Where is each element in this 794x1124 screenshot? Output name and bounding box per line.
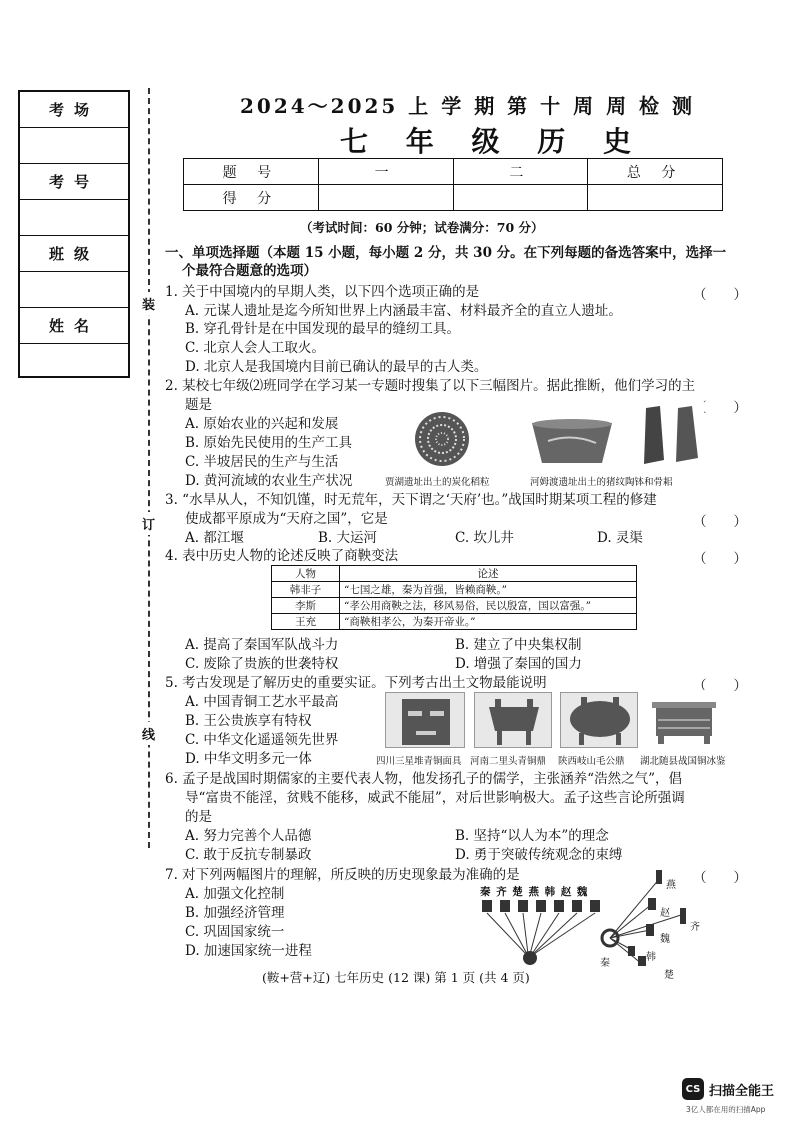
q6-stem-line2: 导“富贵不能淫，贫贱不能移，威武不能屈”，对后世影响极大。孟子这些言论所强调 bbox=[185, 790, 685, 806]
q2-answer-bracket: （ ） bbox=[693, 400, 747, 416]
q7-option-c: C. 巩固国家统一 bbox=[185, 924, 285, 940]
page-footer: (鞍+营+辽) 七年历史 (12 课) 第 1 页 (共 4 页) bbox=[262, 970, 530, 985]
table-row bbox=[272, 614, 637, 630]
q3-stem-line1: 3. “水旱从人，不知饥馑，时无荒年，天下谓之‘天府’也。”战国时期某项工程的修建 bbox=[165, 492, 657, 508]
q2-option-c: C. 半坡居民的生产与生活 bbox=[185, 454, 339, 470]
q7-option-d: D. 加速国家统一进程 bbox=[185, 943, 312, 959]
info-blank-name bbox=[20, 344, 128, 380]
score-table bbox=[183, 158, 723, 211]
score-cell bbox=[588, 185, 723, 211]
q5-answer-bracket: （ ） bbox=[693, 678, 747, 694]
table-header-person: 人物 bbox=[272, 566, 340, 582]
q2-option-d: D. 黄河流域的农业生产状况 bbox=[185, 473, 353, 489]
q2-option-b: B. 原始先民使用的生产工具 bbox=[185, 435, 353, 451]
table-cell-comment: “七国之雄，秦为首强，皆赖商鞅。” bbox=[340, 582, 637, 598]
table-row bbox=[272, 582, 637, 598]
q3-stem-line2: 使成都平原成为“天府之国”，它是 bbox=[185, 511, 388, 527]
q7-answer-bracket: （ ） bbox=[693, 870, 747, 886]
carbonized-rice-image bbox=[408, 410, 476, 468]
scanner-app-name: 扫描全能王 bbox=[709, 1083, 775, 1099]
info-label-exam-room: 考场 bbox=[20, 92, 128, 128]
q5-caption-maogong: 陕西岐山毛公鼎 bbox=[558, 756, 625, 767]
info-blank-class bbox=[20, 272, 128, 308]
subject-title: 七 年 级 历 史 bbox=[340, 125, 645, 158]
section-heading-line1: 一、单项选择题（本题 15 小题，每小题 2 分，共 30 分。在下列每题的备选答案中，选择一 bbox=[165, 245, 727, 261]
q5-option-a: A. 中国青铜工艺水平最高 bbox=[185, 694, 339, 710]
shang-yang-table-header bbox=[272, 566, 637, 582]
student-info-box bbox=[18, 90, 130, 378]
q7-fig1-states: 秦 齐 楚 燕 韩 赵 魏 bbox=[480, 886, 589, 898]
bronze-mask-image bbox=[385, 692, 465, 748]
q3-option-d: D. 灵渠 bbox=[597, 530, 643, 546]
q6-option-d: D. 勇于突破传统观念的束缚 bbox=[455, 847, 623, 863]
score-cell: 一 bbox=[318, 159, 453, 185]
shang-yang-table bbox=[271, 565, 637, 630]
score-cell bbox=[318, 185, 453, 211]
q5-caption-erlitou: 河南二里头青铜鼎 bbox=[470, 756, 547, 767]
table-cell-comment: “孝公用商鞅之法，移风易俗，民以殷富，国以富强。” bbox=[340, 598, 637, 614]
q6-option-a: A. 努力完善个人品德 bbox=[185, 828, 312, 844]
section-heading-line2: 个最符合题意的选项） bbox=[182, 263, 317, 279]
q7-script-unification-figure bbox=[470, 898, 610, 968]
table-cell-comment: “商鞅相孝公，为秦开帝业。” bbox=[340, 614, 637, 630]
q4-answer-bracket: （ ） bbox=[693, 551, 747, 567]
q7-fig2-han: 韩 bbox=[646, 952, 656, 963]
score-table-header-row bbox=[184, 159, 723, 185]
q7-fig2-qi: 齐 bbox=[690, 922, 700, 933]
q7-fig2-zhao: 赵 bbox=[660, 908, 670, 919]
q4-option-d: D. 增强了秦国的国力 bbox=[455, 656, 582, 672]
q7-fig2-yan: 燕 bbox=[666, 880, 676, 891]
pig-pattern-pottery-image bbox=[528, 415, 616, 467]
bone-spade-image bbox=[638, 402, 704, 468]
table-row bbox=[272, 598, 637, 614]
q7-stem: 7. 对下列两幅图片的理解，所反映的历史现象最为准确的是 bbox=[165, 867, 520, 883]
q6-option-b: B. 坚持“以人为本”的理念 bbox=[455, 828, 609, 844]
q7-fig2-chu: 楚 bbox=[664, 970, 674, 981]
exam-title: 2024～2025 上 学 期 第 十 周 周 检 测 bbox=[240, 94, 695, 118]
q1-stem: 1. 关于中国境内的早期人类，以下四个选项正确的是 bbox=[165, 284, 480, 300]
q3-option-c: C. 坎儿井 bbox=[455, 530, 514, 546]
binding-char-zhuang: 装 bbox=[142, 292, 155, 315]
scanner-logo-icon: CS bbox=[682, 1078, 704, 1100]
q4-option-a: A. 提高了秦国军队战斗力 bbox=[185, 637, 339, 653]
q2-stem-line2: 题是 bbox=[185, 397, 212, 413]
score-cell bbox=[453, 185, 588, 211]
info-label-class: 班级 bbox=[20, 236, 128, 272]
q4-stem: 4. 表中历史人物的论述反映了商鞅变法 bbox=[165, 548, 399, 564]
table-cell-person: 王充 bbox=[272, 614, 340, 630]
q6-option-c: C. 敢于反抗专制暴政 bbox=[185, 847, 312, 863]
q5-option-c: C. 中华文化遥遥领先世界 bbox=[185, 732, 339, 748]
info-blank-exam-number bbox=[20, 200, 128, 236]
q1-option-a: A. 元谋人遗址是迄今所知世界上内涵最丰富、材料最齐全的直立人遗址。 bbox=[185, 303, 622, 319]
score-cell: 二 bbox=[453, 159, 588, 185]
table-cell-person: 韩非子 bbox=[272, 582, 340, 598]
scanner-app-logo bbox=[682, 1078, 774, 1100]
binding-char-xian: 线 bbox=[142, 722, 155, 745]
score-cell: 总 分 bbox=[588, 159, 723, 185]
q7-option-a: A. 加强文化控制 bbox=[185, 886, 285, 902]
exam-time-info: （考试时间：60 分钟；试卷满分：70 分） bbox=[300, 220, 544, 235]
q5-caption-mask: 四川三星堆青铜面具 bbox=[376, 756, 462, 767]
maogong-ding-image bbox=[560, 692, 638, 748]
q2-stem-line1: 2. 某校七年级⑵班同学在学习某一专题时搜集了以下三幅图片。据此推断，他们学习的主 bbox=[165, 378, 696, 394]
q3-option-b: B. 大运河 bbox=[318, 530, 378, 546]
q6-stem-line3: 的是 bbox=[185, 809, 212, 825]
table-cell-person: 李斯 bbox=[272, 598, 340, 614]
q1-answer-bracket: （ ） bbox=[693, 287, 747, 303]
q5-option-b: B. 王公贵族享有特权 bbox=[185, 713, 312, 729]
q2-caption-pottery: 河姆渡遗址出土的猪纹陶钵和骨耜 bbox=[530, 477, 673, 488]
q1-option-d: D. 北京人是我国境内目前已确认的最早的古人类。 bbox=[185, 359, 488, 375]
q3-answer-bracket: （ ） bbox=[693, 514, 747, 530]
score-table-score-row bbox=[184, 185, 723, 211]
scanner-app-tagline: 3亿人都在用的扫描App bbox=[686, 1105, 766, 1114]
q6-stem-line1: 6. 孟子是战国时期儒家的主要代表人物，他发扬孔子的儒学，主张涵养“浩然之气”，倡 bbox=[165, 771, 682, 787]
q5-stem: 5. 考古发现是了解历史的重要实证。下列考古出土文物最能说明 bbox=[165, 675, 547, 691]
q2-option-a: A. 原始农业的兴起和发展 bbox=[185, 416, 339, 432]
q4-option-c: C. 废除了贵族的世袭特权 bbox=[185, 656, 339, 672]
q2-caption-rice: 贾湖遗址出土的炭化稻粒 bbox=[385, 477, 490, 488]
info-label-exam-number: 考号 bbox=[20, 164, 128, 200]
q5-caption-jian: 湖北随县战国铜冰鉴 bbox=[640, 756, 726, 767]
score-cell: 得 分 bbox=[184, 185, 319, 211]
bronze-ice-jian-image bbox=[648, 690, 720, 748]
table-header-comment: 论述 bbox=[340, 566, 637, 582]
erlitou-ding-image bbox=[474, 692, 552, 748]
info-label-name: 姓名 bbox=[20, 308, 128, 344]
q4-option-b: B. 建立了中央集权制 bbox=[455, 637, 582, 653]
q7-fig2-qin: 秦 bbox=[600, 958, 610, 969]
q1-option-c: C. 北京人会人工取火。 bbox=[185, 340, 325, 356]
score-cell: 题 号 bbox=[184, 159, 319, 185]
q1-option-b: B. 穿孔骨针是在中国发现的最早的缝纫工具。 bbox=[185, 321, 461, 337]
q3-option-a: A. 都江堰 bbox=[185, 530, 244, 546]
q5-option-d: D. 中华文明多元一体 bbox=[185, 751, 312, 767]
binding-char-ding: 订 bbox=[142, 512, 155, 535]
info-blank-exam-room bbox=[20, 128, 128, 164]
q7-option-b: B. 加强经济管理 bbox=[185, 905, 285, 921]
q7-fig2-wei: 魏 bbox=[660, 934, 670, 945]
